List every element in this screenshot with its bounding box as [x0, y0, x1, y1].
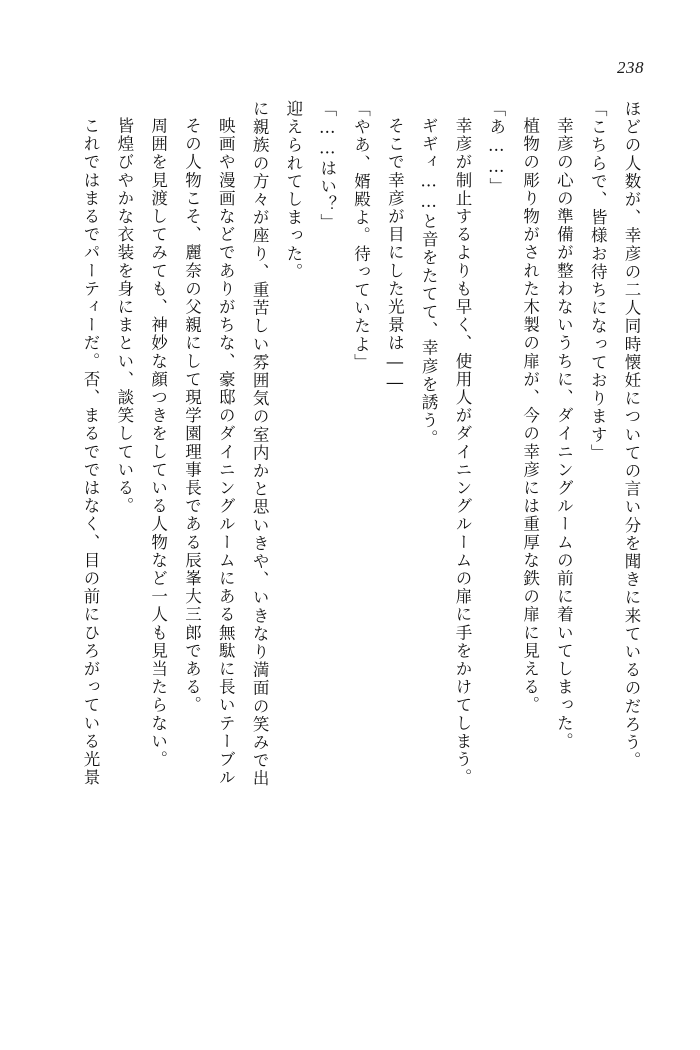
paragraph: そこで幸彦が目にした光景は―― [385, 116, 405, 393]
paragraph: 周囲を見渡してみても、神妙な顔つきをしている人物など一人も見当たらない。 [148, 116, 168, 769]
paragraph: 「あ……」 [486, 100, 506, 196]
paragraph: 植物の彫り物がされた木製の扉が、今の幸彦には重厚な鉄の扉に見える。 [520, 116, 540, 714]
paragraph: 映画や漫画などでありがちな、豪邸のダイニングルームにある無駄に長いテーブル [216, 116, 236, 787]
page-body-text [52, 100, 648, 1000]
paragraph: 「……はい？」 [317, 100, 337, 232]
paragraph: 幸彦が制止するよりも早く、使用人がダイニングルームの扉に手をかけてしまう。 [452, 116, 472, 787]
paragraph: 「こちらで、皆様お待ちになっております」 [588, 100, 608, 462]
paragraph: に親族の方々が座り、重苦しい雰囲気の室内かと思いきや、いきなり満面の笑みで出 [250, 100, 270, 788]
paragraph: ほどの人数が、幸彦の二人同時懐妊についての言い分を聞きに来ているのだろう。 [622, 100, 641, 770]
paragraph: その人物こそ、麗奈の父親にして現学園理事長である辰峯大三郎である。 [182, 116, 202, 714]
paragraph: ギギィ……と音をたてて、幸彦を誘う。 [419, 116, 439, 448]
paragraph: 「やあ、婿殿よ。待っていたよ」 [351, 100, 371, 372]
page-number: 238 [617, 58, 644, 77]
paragraph: 迎えられてしまった。 [283, 100, 303, 281]
paragraph: これではまるでパーティーだ。否、まるでではなく、目の前にひろがっている光景 [81, 116, 100, 787]
paragraph: 幸彦の心の準備が整わないうちに、ダイニングルームの前に着いてしまった。 [554, 116, 574, 750]
paragraph: 皆煌びやかな衣装を身にまとい、談笑している。 [114, 116, 134, 515]
